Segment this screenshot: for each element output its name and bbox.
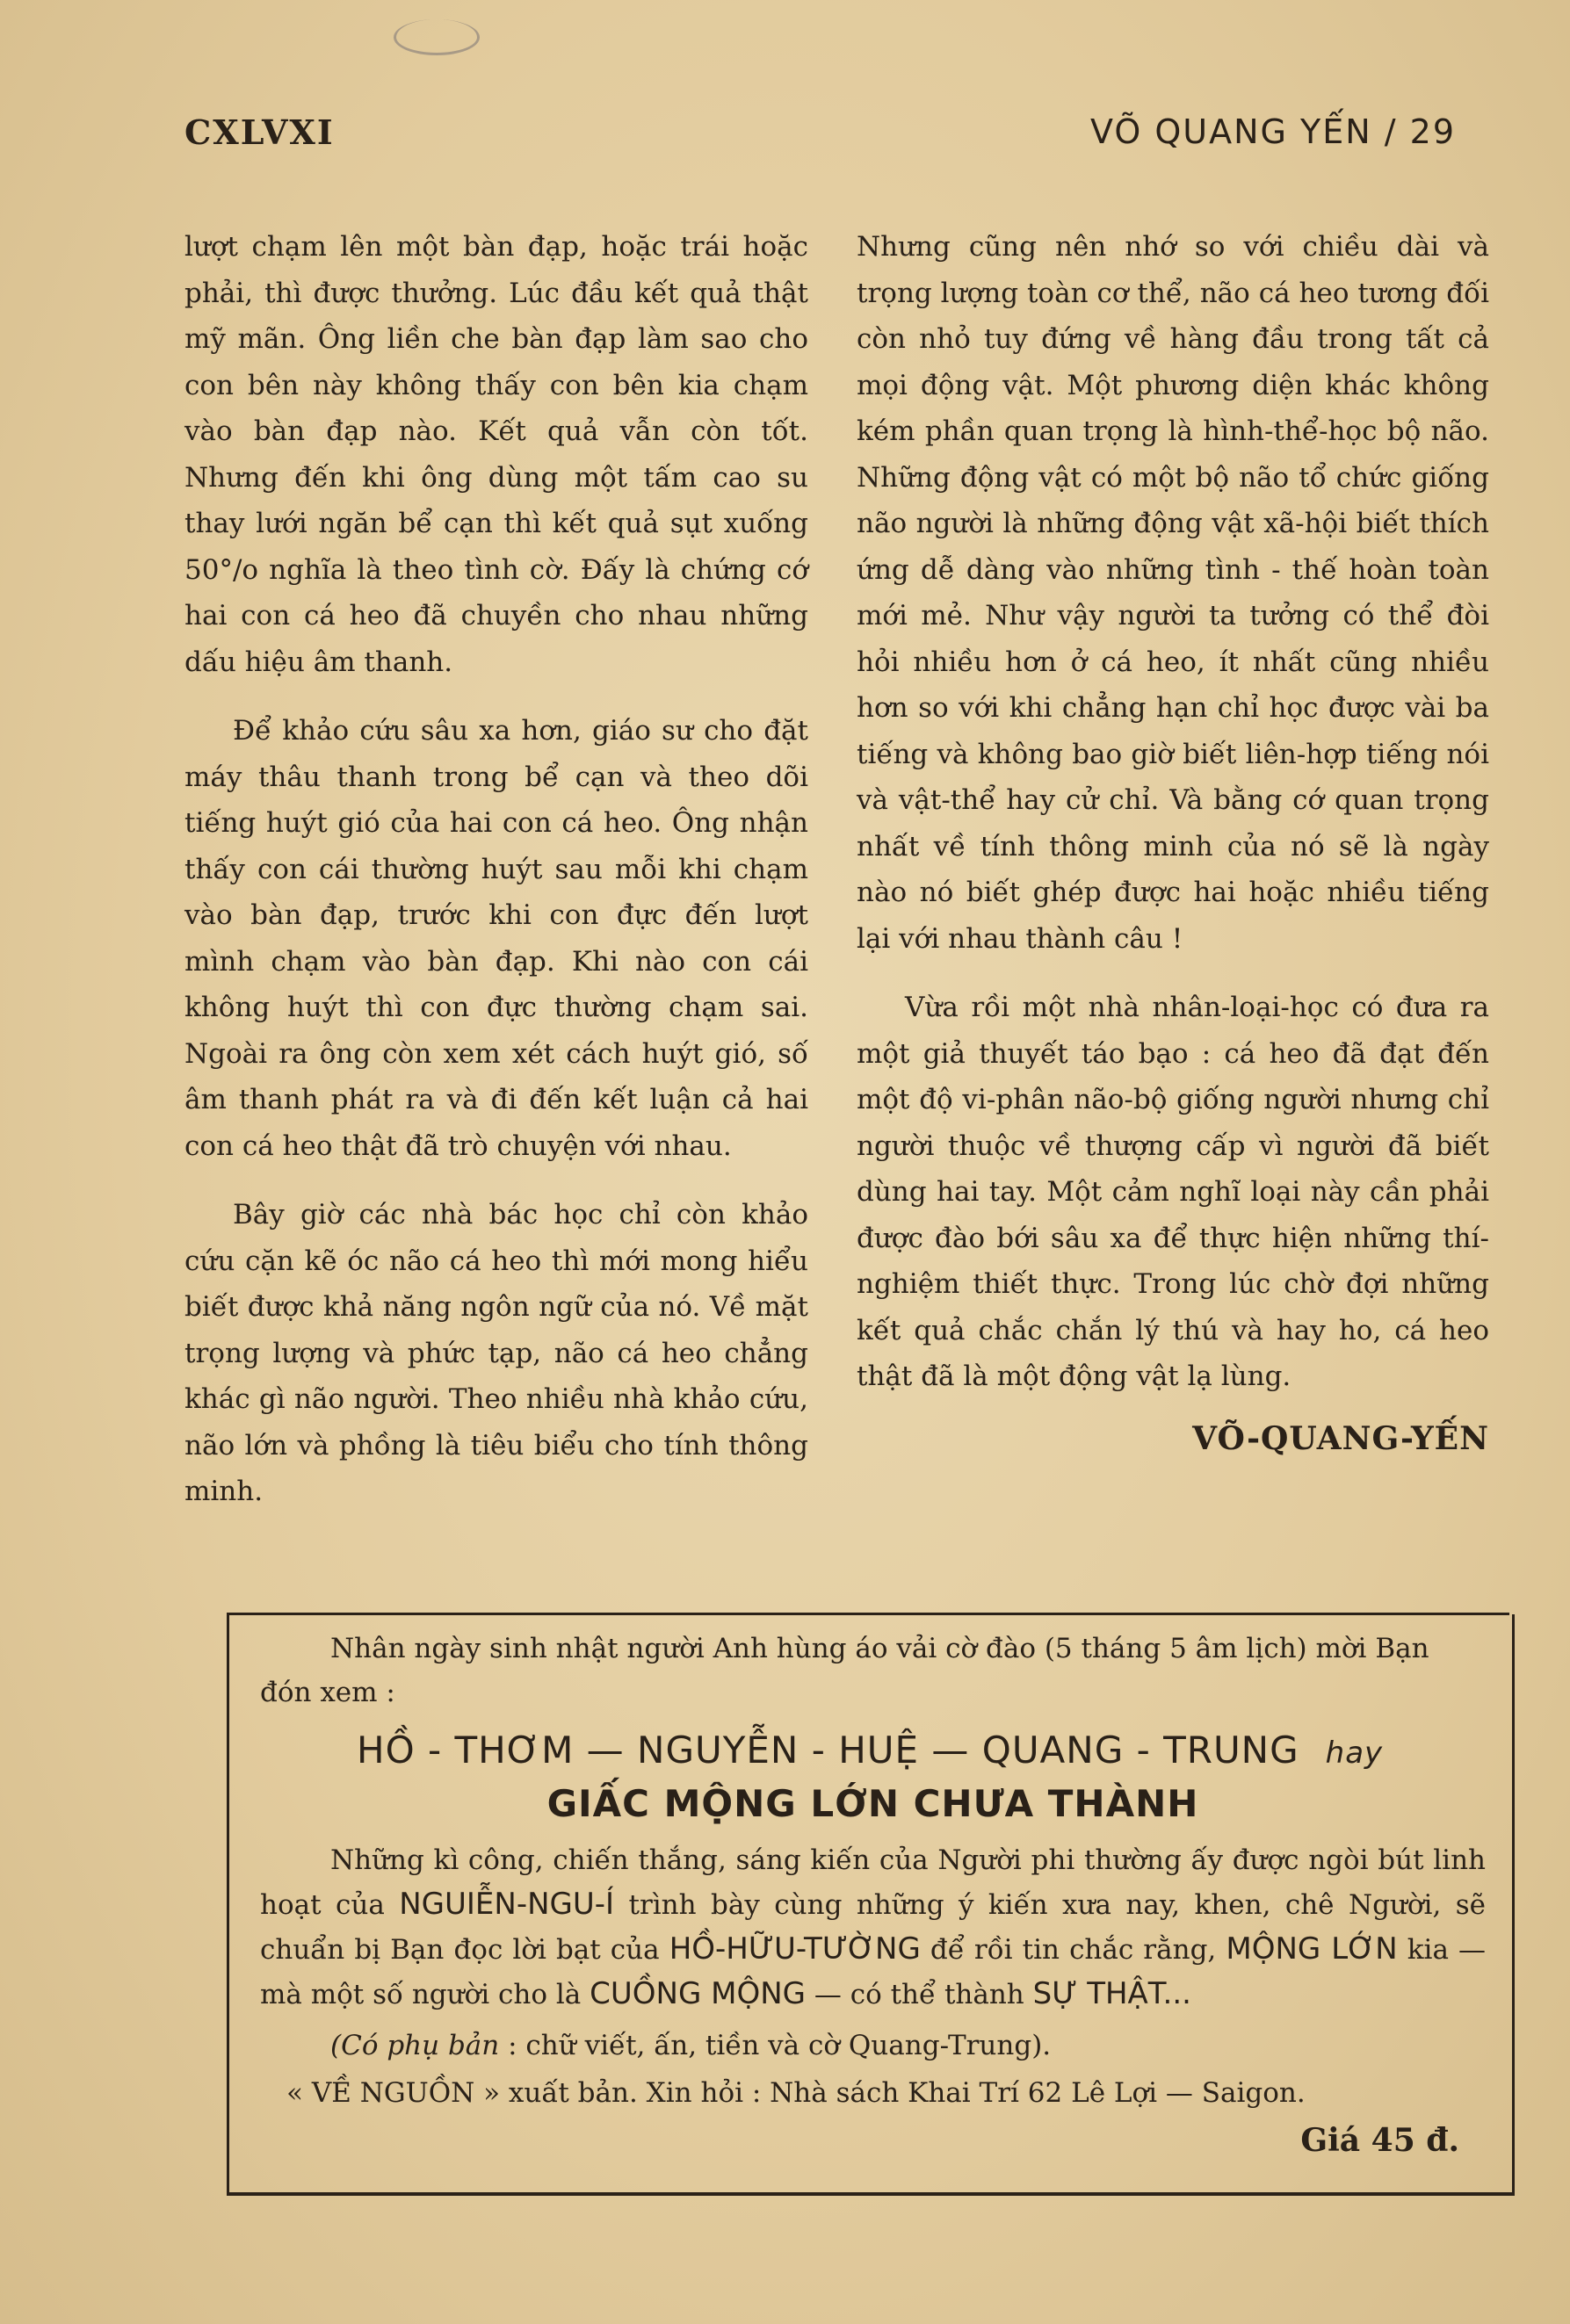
ad-body-3: để rồi tin chắc rằng, [930,1934,1217,1966]
article-column-left [184,224,808,1515]
ad-title-names: HỒ - THƠM — NGUYỄN - HUỆ — QUANG - TRUNG [357,1729,1299,1772]
ad-title-hay: hay [1325,1736,1384,1771]
article-column-right [857,224,1489,1462]
ad-publisher: « VỀ NGUỒN » xuất bản. Xin hỏi : Nhà sách Khai Trí 62 Lê Lợi — Saigon. [286,2077,1306,2109]
article-paragraph: Vừa rồi một nhà nhân-loại-học có đưa ra một giả thuyết táo bạo : cá heo đã đạt đến một độ vi-phân não-bộ giống người nhưng chỉ người thuộc về thượng cấp vì người đã biết dùng hai tay. Một cảm nghĩ loại này cần phải được đào bới sâu xa để thực hiện những thí-nghiệm thiết thực. Trong lúc chờ đợi những kết quả chắc chắn lý thú và hay ho, cá heo thật đã là một động vật lạ lùng. [857,992,1489,1392]
ad-body-5: — có thể thành [814,1979,1024,2010]
ad-book-title: GIẤC MỘNG LỚN CHƯA THÀNH [546,1782,1199,1825]
ad-body-4: kia — mà một số người cho là [260,1934,1487,2010]
page-header [184,112,1456,165]
ink-blot-mark [394,19,480,55]
ad-price: Giá 45 đ. [1300,2122,1459,2159]
ad-title-line [260,1729,1486,1775]
article-paragraph: Nhưng cũng nên nhớ so với chiều dài và trọng lượng toàn cơ thể, não cá heo tương đối còn nhỏ tuy đứng về hàng đầu trong tất cả mọi động vật. Một phương diện khác không kém phần quan trọng là hình-thể-học bộ não. Những động vật có một bộ não tổ chức giống não người là những động vật xã-hội biết thích ứng dễ dàng vào những tình - thế hoàn toàn mới mẻ. Như vậy người ta tưởng có thể đòi hỏi nhiều hơn ở cá heo, ít nhất cũng nhiều hơn so với khi chẳng hạn chỉ học được vài ba tiếng và không bao giờ biết liên-hợp tiếng nói và vật-thể hay cử chỉ. Và bằng cớ quan trọng nhất về tính thông minh của nó sẽ là ngày nào nó biết ghép được hai hoặc nhiều tiếng lại với nhau thành câu ! [857,231,1489,955]
ad-big-dream: MỘNG LỚN [1226,1931,1398,1967]
article-paragraph: Bây giờ các nhà bác học chỉ còn khảo cứu cặn kẽ óc não cá heo thì mới mong hiểu biết được khả năng ngôn ngữ của nó. Về mặt trọng lượng và phức tạp, não cá heo chẳng khác gì não người. Theo nhiều nhà khảo cứu, não lớn và phồng là tiêu biểu cho tính thông minh. [184,1199,808,1507]
ad-author-name: NGUIỄN-NGU-Í [399,1887,615,1922]
ad-description [260,1838,1486,2017]
folio-left: CXLVXI [184,112,335,152]
ad-truth: SỰ THẬT... [1032,1976,1191,2011]
advertisement-box [227,1614,1515,2196]
advertisement-content [260,1627,1486,2162]
author-signature: VÕ-QUANG-YẾN [1192,1419,1489,1457]
ad-body-2: trình bày cùng những ý kiến xưa nay, khen, chê Người, sẽ chuẩn bị Bạn đọc lời bạt của [260,1889,1486,1966]
ad-intro: Nhân ngày sinh nhật người Anh hùng áo vải cờ đào (5 tháng 5 âm lịch) mời Bạn đón xem : [260,1633,1429,1708]
folio-right: VÕ QUANG YẾN / 29 [1090,112,1456,151]
ad-mad-dream: CUỒNG MỘNG [590,1976,806,2011]
ad-body-1: Những kì công, chiến thắng, sáng kiến của Người phi thường ấy được ngòi bút linh hoạt của [260,1844,1486,1921]
article-paragraph: lượt chạm lên một bàn đạp, hoặc trái hoặc phải, thì được thưởng. Lúc đầu kết quả thật mỹ mãn. Ông liền che bàn đạp làm sao cho con bên này không thấy con bên kia chạm vào bàn đạp nào. Kết quả vẫn còn tốt. Nhưng đến khi ông dùng một tấm cao su thay lưới ngăn bể cạn thì kết quả sụt xuống 50°/o nghĩa là theo tình cờ. Đấy là chứng cớ hai con cá heo đã chuyền cho nhau những dấu hiệu âm thanh. [184,231,808,678]
article-paragraph: Để khảo cứu sâu xa hơn, giáo sư cho đặt máy thâu thanh trong bể cạn và theo dõi tiếng huýt gió của hai con cá heo. Ông nhận thấy con cái thường huýt sau mỗi khi chạm vào bàn đạp, trước khi con đực đến lượt mình chạm vào bàn đạp. Khi nào con cái không huýt thì con đực thường chạm sai. Ngoài ra ông còn xem xét cách huýt gió, số âm thanh phát ra và đi đến kết luận cả hai con cá heo thật đã trò chuyện với nhau. [184,715,808,1162]
ad-preface-author: HỒ-HỮU-TƯỜNG [669,1931,921,1967]
ad-appendix-content: : chữ viết, ấn, tiền và cờ Quang-Trung). [508,2030,1052,2061]
ad-appendix-note [260,2024,1486,2068]
ad-appendix-label: (Có phụ bản [330,2030,500,2061]
